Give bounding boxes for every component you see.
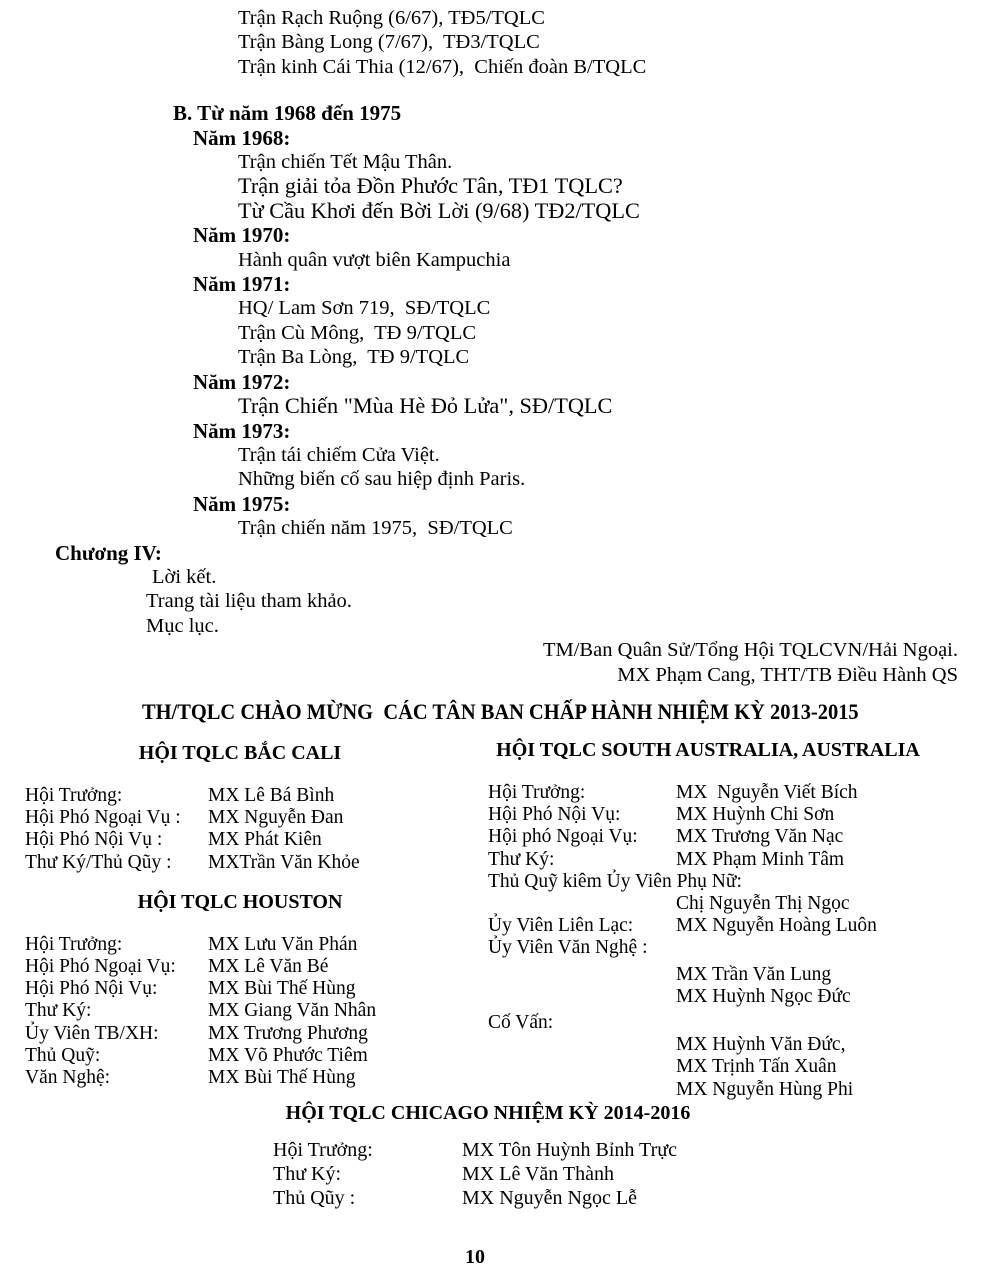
chicago-block bbox=[273, 1101, 703, 1211]
org-row bbox=[488, 871, 928, 893]
org-row bbox=[488, 849, 928, 871]
role-label: Hội Trưởng: bbox=[25, 785, 123, 806]
org-row bbox=[488, 804, 928, 826]
role-label: Thủ Quỹ kiêm Ủy Viên Phụ Nữ: bbox=[488, 870, 742, 892]
org-row bbox=[25, 829, 455, 851]
org-row bbox=[25, 807, 455, 829]
org-row bbox=[488, 1012, 928, 1034]
role-label: Hội Phó Nội Vụ: bbox=[488, 804, 621, 826]
member-name: MX Huỳnh Ngọc Đức bbox=[676, 985, 851, 1007]
member-name: MX Lưu Văn Phán bbox=[208, 933, 358, 955]
member-name: MX Giang Văn Nhân bbox=[208, 1000, 377, 1022]
role-label: Cố Vấn: bbox=[488, 1012, 554, 1034]
org-row bbox=[488, 964, 928, 986]
role-label bbox=[488, 964, 676, 986]
role-label: Thủ Qũy : bbox=[273, 1187, 356, 1210]
toc-item: Trận Ba Lòng, TĐ 9/TQLC bbox=[238, 346, 470, 369]
role-label: Thư Ký: bbox=[273, 1163, 342, 1186]
role-label: Ủy Viên Liên Lạc: bbox=[488, 915, 634, 937]
signature-line: MX Phạm Cang, THT/TB Điều Hành QS bbox=[617, 663, 958, 686]
role-label: Thủ Quỹ: bbox=[25, 1044, 101, 1066]
section-b-heading: B. Từ năm 1968 đến 1975 bbox=[173, 101, 402, 126]
member-name: MX Nguyễn Hoàng Luôn bbox=[676, 915, 877, 937]
member-name: MX Trịnh Tấn Xuân bbox=[676, 1056, 837, 1078]
role-label: Hội Phó Ngoại Vụ: bbox=[25, 956, 176, 978]
org-rows-chicago bbox=[273, 1138, 703, 1211]
role-label: Hội Trưởng: bbox=[273, 1139, 373, 1161]
org-row bbox=[488, 915, 928, 937]
role-label: Hội phó Ngoại Vụ: bbox=[488, 826, 638, 848]
org-row bbox=[488, 826, 928, 848]
org-row bbox=[488, 986, 928, 1008]
toc-item: HQ/ Lam Sơn 719, SĐ/TQLC bbox=[238, 297, 491, 320]
org-row bbox=[25, 1023, 455, 1045]
member-name: MX Trần Văn Lung bbox=[676, 963, 832, 985]
year-heading-1968: Năm 1968: bbox=[193, 125, 291, 150]
left-column bbox=[25, 741, 455, 1089]
role-label bbox=[488, 1034, 676, 1056]
year-heading-1970: Năm 1970: bbox=[193, 223, 291, 248]
role-label: Hội Phó Nội Vụ : bbox=[25, 829, 163, 851]
org-row bbox=[273, 1162, 703, 1186]
org-title-bac-cali: HỘI TQLC BẮC CALI bbox=[138, 742, 342, 764]
org-title-houston: HỘI TQLC HOUSTON bbox=[137, 890, 343, 913]
member-name: MX Nguyễn Đan bbox=[208, 807, 344, 829]
role-label: Ủy Viên Văn Nghệ : bbox=[488, 937, 648, 959]
member-name: MX Huỳnh Chi Sơn bbox=[676, 804, 835, 826]
toc-item: Trận giải tỏa Đồn Phước Tân, TĐ1 TQLC? bbox=[238, 173, 623, 199]
member-name: MX Bùi Thế Hùng bbox=[208, 978, 356, 1000]
toc-battle-line: Trận Bàng Long (7/67), TĐ3/TQLC bbox=[238, 31, 540, 54]
org-row bbox=[488, 893, 928, 915]
org-row bbox=[488, 1056, 928, 1078]
member-name: MX Lê Văn Bé bbox=[208, 956, 329, 978]
org-row bbox=[25, 934, 455, 956]
member-name: MX Tôn Huỳnh Bỉnh Trực bbox=[462, 1139, 677, 1161]
org-row bbox=[25, 956, 455, 978]
org-row bbox=[488, 937, 928, 959]
signature-line: TM/Ban Quân Sử/Tổng Hội TQLCVN/Hải Ngoại. bbox=[542, 639, 958, 662]
year-heading-1975: Năm 1975: bbox=[193, 491, 291, 516]
role-label bbox=[488, 1056, 676, 1078]
toc-item: Trận tái chiếm Cửa Việt. bbox=[238, 443, 440, 466]
org-row bbox=[25, 1000, 455, 1022]
toc-item: Trận chiến Tết Mậu Thân. bbox=[238, 151, 453, 174]
houston-block bbox=[25, 890, 455, 1089]
org-row bbox=[273, 1138, 703, 1162]
org-rows-bac-cali bbox=[25, 785, 455, 874]
member-name: MX Trương Văn Nạc bbox=[676, 826, 844, 848]
org-row bbox=[488, 782, 928, 804]
toc-battle-line: Trận Rạch Ruộng (6/67), TĐ5/TQLC bbox=[238, 7, 545, 29]
role-label: Hội Trưởng: bbox=[25, 933, 123, 955]
org-title-chicago: HỘI TQLC CHICAGO NHIỆM KỲ 2014-2016 bbox=[285, 1102, 691, 1124]
chapter-iv-item: Trang tài liệu tham khảo. bbox=[146, 590, 352, 613]
page-number: 10 bbox=[465, 1246, 485, 1268]
toc-item: Những biến cố sau hiệp định Paris. bbox=[238, 468, 526, 491]
year-heading-1972: Năm 1972: bbox=[193, 369, 291, 394]
chapter-iv-item: Lời kết. bbox=[152, 565, 217, 588]
toc-item: Từ Cầu Khơi đến Bời Lời (9/68) TĐ2/TQLC bbox=[238, 197, 640, 223]
role-label: Thư Ký: bbox=[488, 848, 555, 870]
role-label bbox=[488, 1079, 676, 1101]
member-name: MX Nguyễn Viết Bích bbox=[676, 782, 858, 803]
org-row bbox=[273, 1186, 703, 1210]
member-name: MX Phạm Minh Tâm bbox=[676, 848, 845, 870]
org-row bbox=[25, 1045, 455, 1067]
role-label bbox=[488, 893, 676, 915]
role-label: Thư Ký: bbox=[25, 1000, 92, 1022]
role-label: Văn Nghệ: bbox=[25, 1067, 111, 1089]
member-name: MX Võ Phước Tiêm bbox=[208, 1044, 368, 1066]
toc-battle-line: Trận kinh Cái Thia (12/67), Chiến đoàn B/TQLC bbox=[238, 55, 647, 78]
toc-item: Trận Chiến "Mùa Hè Đỏ Lửa", SĐ/TQLC bbox=[238, 393, 613, 419]
org-title-south-australia: HỘI TQLC SOUTH AUSTRALIA, AUSTRALIA bbox=[496, 739, 920, 761]
org-row bbox=[488, 1034, 928, 1056]
role-label: Hội Phó Nội Vụ: bbox=[25, 978, 158, 1000]
org-rows-houston bbox=[25, 934, 455, 1089]
org-row bbox=[25, 785, 455, 807]
org-row bbox=[25, 852, 455, 874]
toc-item: Trận chiến năm 1975, SĐ/TQLC bbox=[238, 517, 513, 540]
toc-block bbox=[0, 6, 1000, 687]
welcome-heading bbox=[0, 699, 1000, 725]
role-label: Hội Phó Ngoại Vụ : bbox=[25, 807, 181, 829]
member-name: MXTrần Văn Khỏe bbox=[208, 851, 360, 873]
member-name: MX Huỳnh Văn Đức, bbox=[676, 1034, 846, 1056]
role-label: Ủy Viên TB/XH: bbox=[25, 1022, 159, 1044]
role-label: Hội Trưởng: bbox=[488, 782, 586, 803]
vertical-spacer bbox=[0, 79, 1000, 101]
role-label bbox=[488, 986, 676, 1008]
role-label: Thư Ký/Thủ Qũy : bbox=[25, 851, 172, 873]
right-column bbox=[488, 738, 928, 1101]
member-name: Chị Nguyễn Thị Ngọc bbox=[676, 893, 850, 915]
chapter-iv-item: Mục lục. bbox=[146, 614, 219, 637]
chapter-iv-heading: Chương IV: bbox=[55, 540, 162, 565]
org-rows-south-australia bbox=[488, 782, 928, 1101]
member-name: MX Trương Phương bbox=[208, 1022, 368, 1044]
member-name: MX Nguyễn Hùng Phi bbox=[676, 1078, 854, 1100]
welcome-heading-text: TH/TQLC CHÀO MỪNG CÁC TÂN BAN CHẤP HÀNH NHIỆM KỲ 2013-2015 bbox=[141, 699, 859, 724]
year-heading-1971: Năm 1971: bbox=[193, 272, 291, 297]
member-name: MX Nguyễn Ngọc Lễ bbox=[462, 1187, 637, 1210]
org-row bbox=[25, 1067, 455, 1089]
member-name: MX Lê Văn Thành bbox=[462, 1163, 615, 1186]
year-heading-1973: Năm 1973: bbox=[193, 418, 291, 443]
org-row bbox=[488, 1079, 928, 1101]
member-name: MX Bùi Thế Hùng bbox=[208, 1067, 356, 1089]
toc-item: Hành quân vượt biên Kampuchia bbox=[238, 248, 511, 271]
org-row bbox=[25, 978, 455, 1000]
member-name: MX Lê Bá Bình bbox=[208, 785, 335, 806]
toc-item: Trận Cù Mông, TĐ 9/TQLC bbox=[238, 321, 477, 344]
member-name: MX Phát Kiên bbox=[208, 829, 322, 851]
